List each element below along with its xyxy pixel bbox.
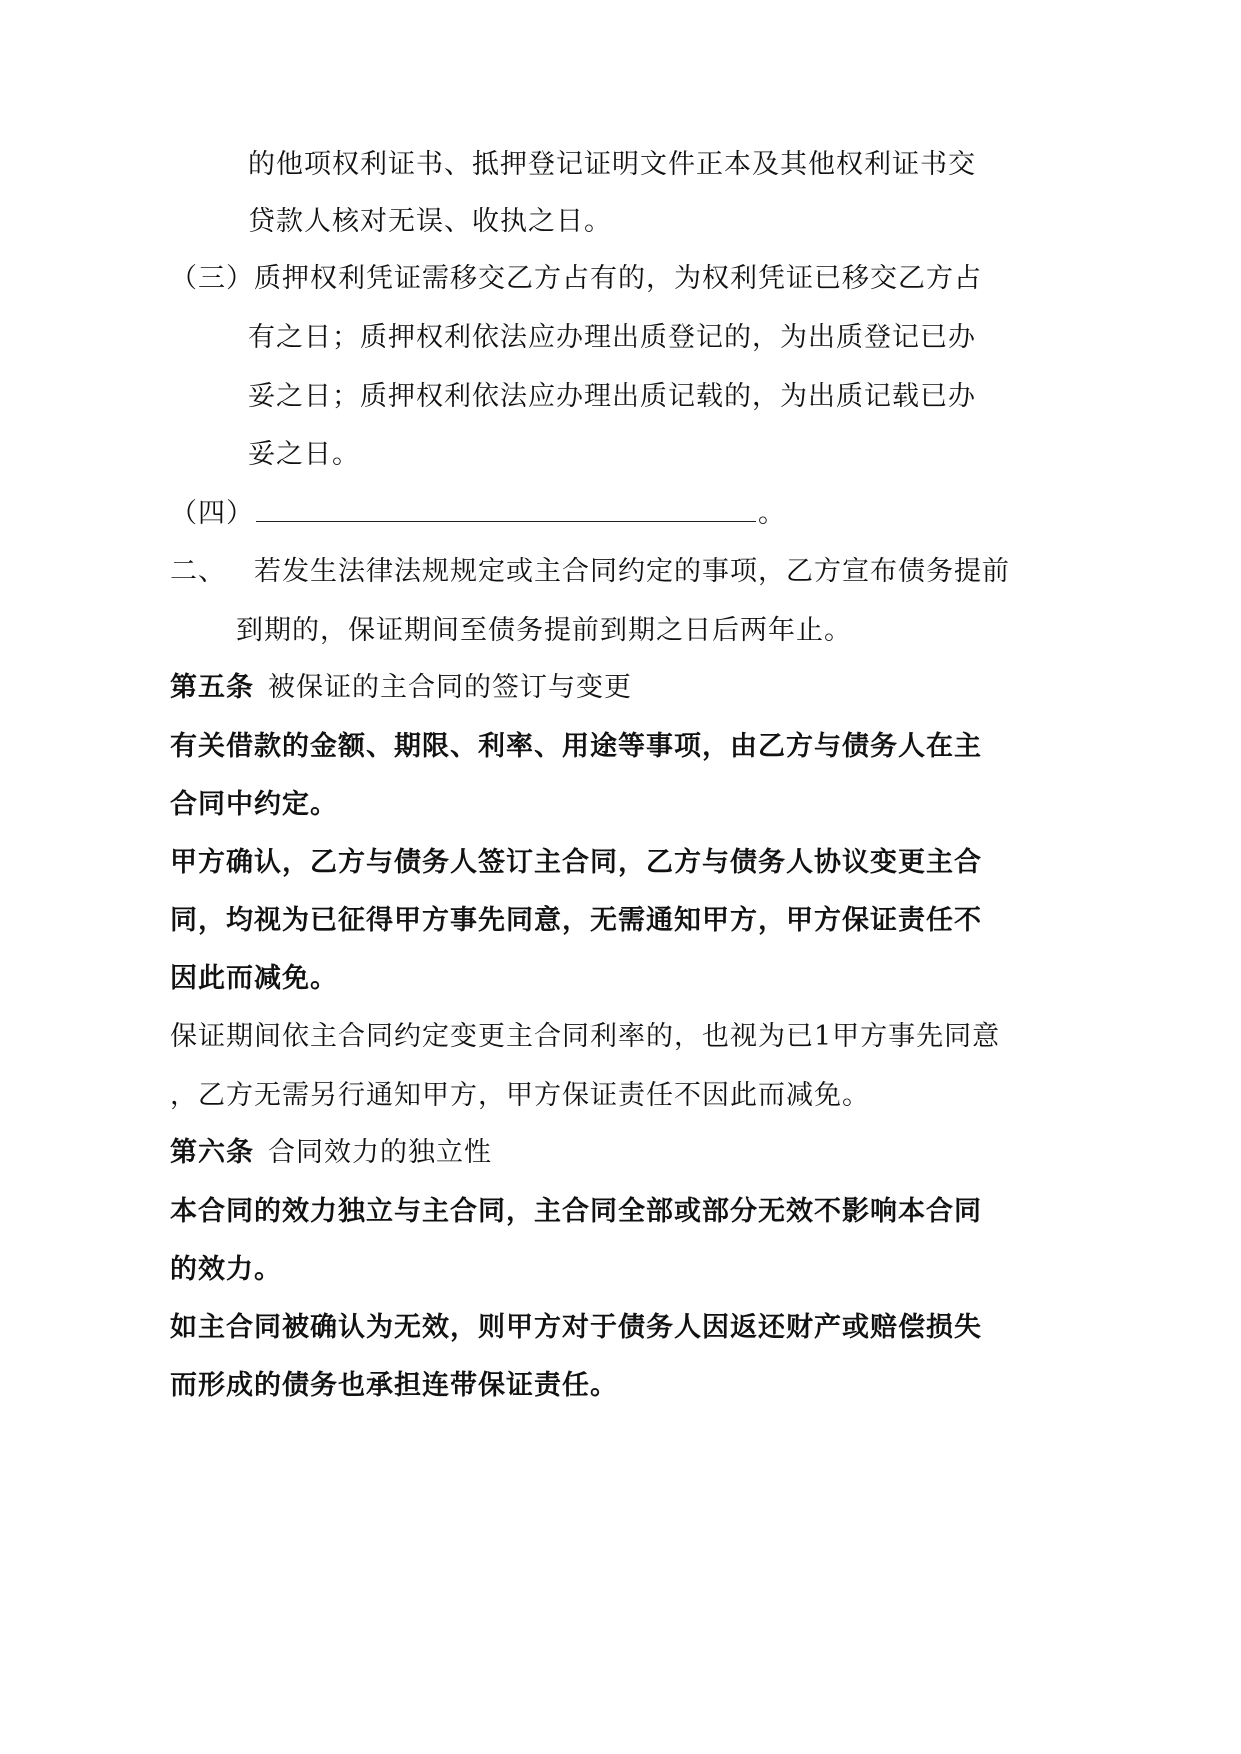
paragraph-line: 保证期间依主合同约定变更主合同利率的，也视为已1甲方事先同意 [170, 1021, 1001, 1052]
paragraph-line: 妥之日。 [248, 439, 360, 470]
list-number: （四） [170, 498, 254, 529]
paragraph-line: 因此而减免。 [170, 963, 338, 994]
paragraph-line: 的他项权利证书、抵押登记证明文件正本及其他权利证书交 [248, 149, 976, 180]
list-text: 质押权利凭证需移交乙方占有的，为权利凭证已移交乙方占 [254, 263, 982, 294]
paragraph-line: 有关借款的金额、期限、利率、用途等事项，由乙方与债务人在主 [170, 731, 982, 762]
paragraph-line: 合同中约定。 [170, 789, 338, 820]
list-item-3 [170, 259, 982, 299]
paragraph-line: 本合同的效力独立与主合同，主合同全部或部分无效不影响本合同 [170, 1196, 982, 1227]
article-5-heading [170, 668, 632, 708]
article-label: 第五条 [170, 672, 254, 703]
paragraph-line: 如主合同被确认为无效，则甲方对于债务人因返还财产或赔偿损失 [170, 1312, 982, 1343]
list-end-punct: 。 [758, 498, 786, 529]
section-number: 二、 [170, 556, 226, 587]
paragraph-line: 的效力。 [170, 1254, 282, 1285]
paragraph-line: 同，均视为已征得甲方事先同意，无需通知甲方，甲方保证责任不 [170, 905, 982, 936]
paragraph-line: 有之日；质押权利依法应办理出质登记的，为出质登记已办 [248, 322, 976, 353]
paragraph-line: 甲方确认，乙方与债务人签订主合同，乙方与债务人协议变更主合 [170, 847, 982, 878]
article-label: 第六条 [170, 1137, 254, 1168]
article-title: 合同效力的独立性 [268, 1137, 492, 1168]
article-title: 被保证的主合同的签订与变更 [268, 672, 632, 703]
paragraph-line: 妥之日；质押权利依法应办理出质记载的，为出质记载已办 [248, 381, 976, 412]
section-2 [170, 552, 1010, 592]
paragraph-line: 到期的，保证期间至债务提前到期之日后两年止。 [236, 615, 852, 646]
list-item-4 [170, 494, 786, 534]
paragraph-line: 贷款人核对无误、收执之日。 [248, 206, 612, 237]
paragraph-line: ，乙方无需另行通知甲方，甲方保证责任不因此而减免。 [170, 1080, 870, 1111]
article-6-heading [170, 1133, 492, 1173]
list-number: （三） [170, 263, 254, 294]
section-text: 若发生法律法规规定或主合同约定的事项，乙方宣布债务提前 [254, 556, 1010, 587]
paragraph-line: 而形成的债务也承担连带保证责任。 [170, 1370, 618, 1401]
fill-in-blank [256, 495, 756, 522]
